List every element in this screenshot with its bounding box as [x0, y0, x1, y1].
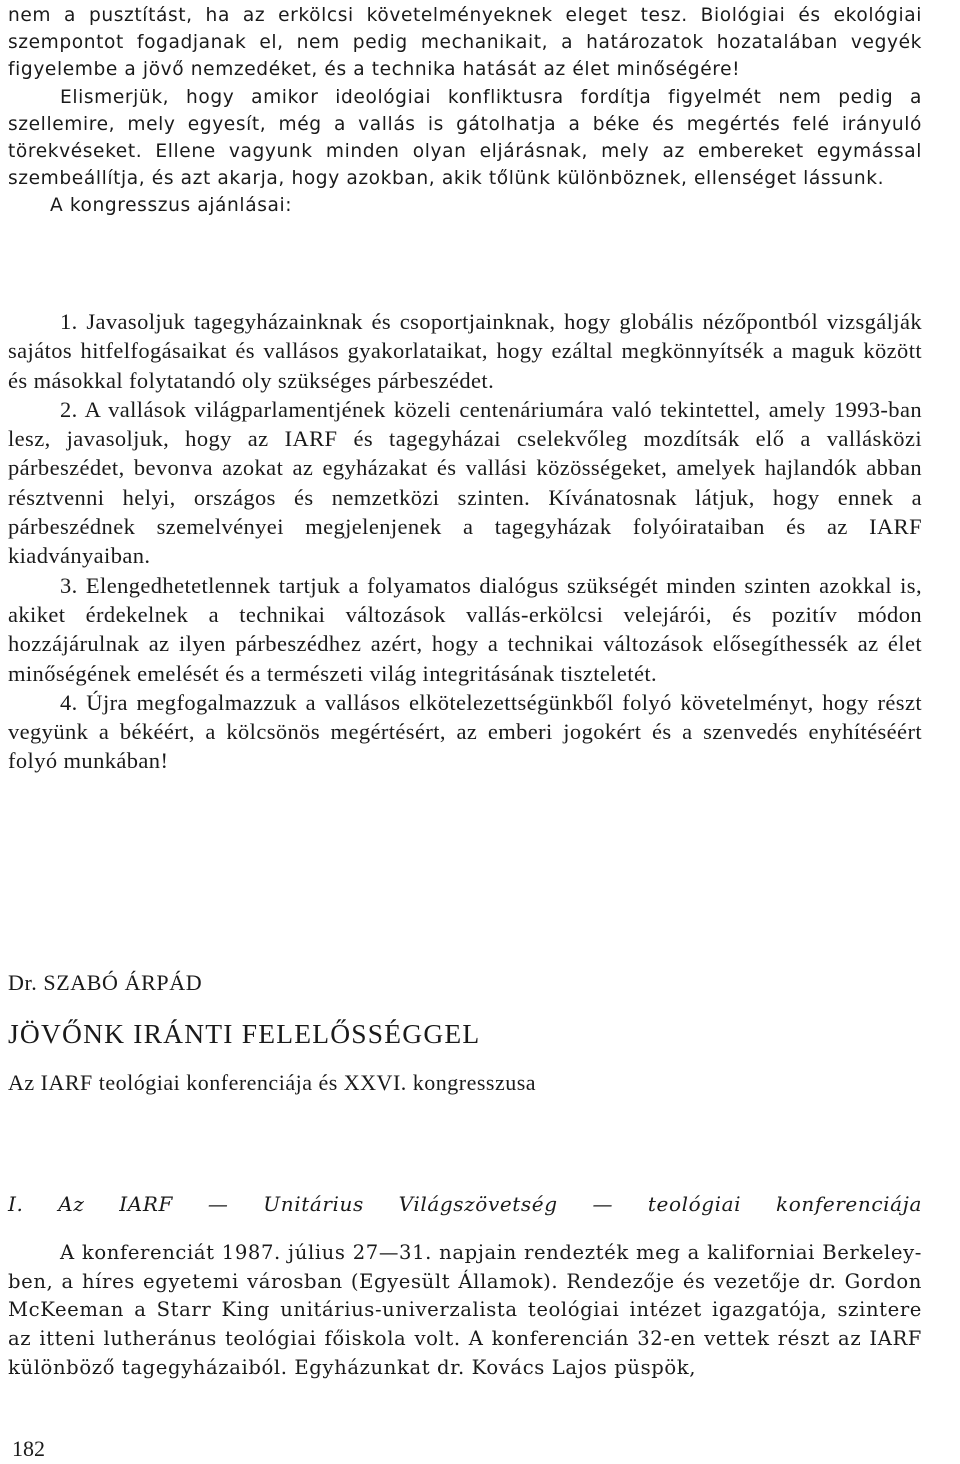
body-paragraph: nem a pusztítást, ha az erkölcsi követelményeknek eleget tesz. Biológiai és ekológiai szempontot fogadjanak el, nem pedig mechanikait, a határozatok hozatalában vegyék figyelembe a jövő nemzedéket, és a technika hatását az élet minőségére! — [8, 5, 922, 81]
recommendations-list — [8, 307, 922, 776]
article-title: JÖVŐNK IRÁNTI FELELŐSSÉGGEL — [8, 1018, 481, 1049]
article-subtitle: Az IARF teológiai konferenciája és XXVI. kongresszusa — [8, 1070, 537, 1095]
section-heading: I. Az IARF — Unitárius Világszövetség — teológiai konferenciája — [8, 1192, 922, 1216]
recommendations-heading: A kongresszus ajánlásai: — [50, 195, 293, 217]
recommendation-item: 3. Elengedhetetlennek tartjuk a folyamatos dialógus szükségét minden szinten azokkal is, akiket érdekelnek a technikai változások vallás-erkölcsi velejárói, és pozitív módon hozzájárulnak az ilyen párbeszédhez azért, hogy a technikai változások elősegíthessék az élet minőségének emelését és a természeti világ integritásának tiszteletét. — [8, 572, 922, 686]
page-number: 182 — [12, 1436, 45, 1461]
recommendation-item: 2. A vallások világparlamentjének közeli centenáriumára való tekintettel, amely 1993-ban lesz, javasoljuk, hogy az IARF és tagegyházai cselekvőleg mozdítsák elő a vallásközi párbeszédet, bevonva azokat az egyházakat és vallási közösségeket, amelyek hajlandók abban résztvenni helyi, országos és nemzetközi szinten. Kívánatosnak látjuk, hogy ennek a párbeszédnek szemelvényei megjelenjenek a tagegyházak folyóirataiban és az IARF kiadványaiban. — [8, 396, 922, 569]
intro-text-block — [8, 2, 922, 220]
article-author: Dr. SZABÓ ÁRPÁD — [8, 970, 203, 995]
body-paragraph: A konferenciát 1987. július 27—31. napjain rendezték meg a kaliforniai Berkeley-ben, a híres egyetemi városban (Egyesült Államok). Rendezője és vezetője dr. Gordon McKeeman a Starr King unitárius-univerzalista teológiai intézet igazgatója, szintere az itteni lutheránus teológiai főiskola volt. A konferencián 32-en vettek részt az IARF különböző tagegyházaiból. Egyházunkat dr. Kovács Lajos püspök, — [8, 1241, 922, 1379]
recommendation-item: 4. Újra megfogalmazzuk a vallásos elkötelezettségünkből folyó követelményt, hogy részt vegyünk a békéért, a kölcsönös megértésért, az emberi jogokért és a szenvedés enyhítéséért folyó munkában! — [8, 689, 922, 774]
section-text-block — [8, 1239, 922, 1383]
recommendation-item: 1. Javasoljuk tagegyházainknak és csoportjainknak, hogy globális nézőpontból vizsgálják sajátos hitfelfogásaikat és vallásos gyakorlataikat, hogy ezáltal megkönnyítsék a maguk között és másokkal folytatandó oly szükséges párbeszédet. — [8, 309, 922, 393]
body-paragraph: Elismerjük, hogy amikor ideológiai konfliktusra fordítja figyelmét nem pedig a szellemire, mely egyesít, még a vallás is gátolhatja a béke és megértés felé irányuló törekvéseket. Ellene vagyunk minden olyan eljárásnak, mely az embereket egymással szembeállítja, és azt akarja, hogy azokban, akik tőlünk különböznek, ellenséget lássunk. — [8, 86, 922, 190]
